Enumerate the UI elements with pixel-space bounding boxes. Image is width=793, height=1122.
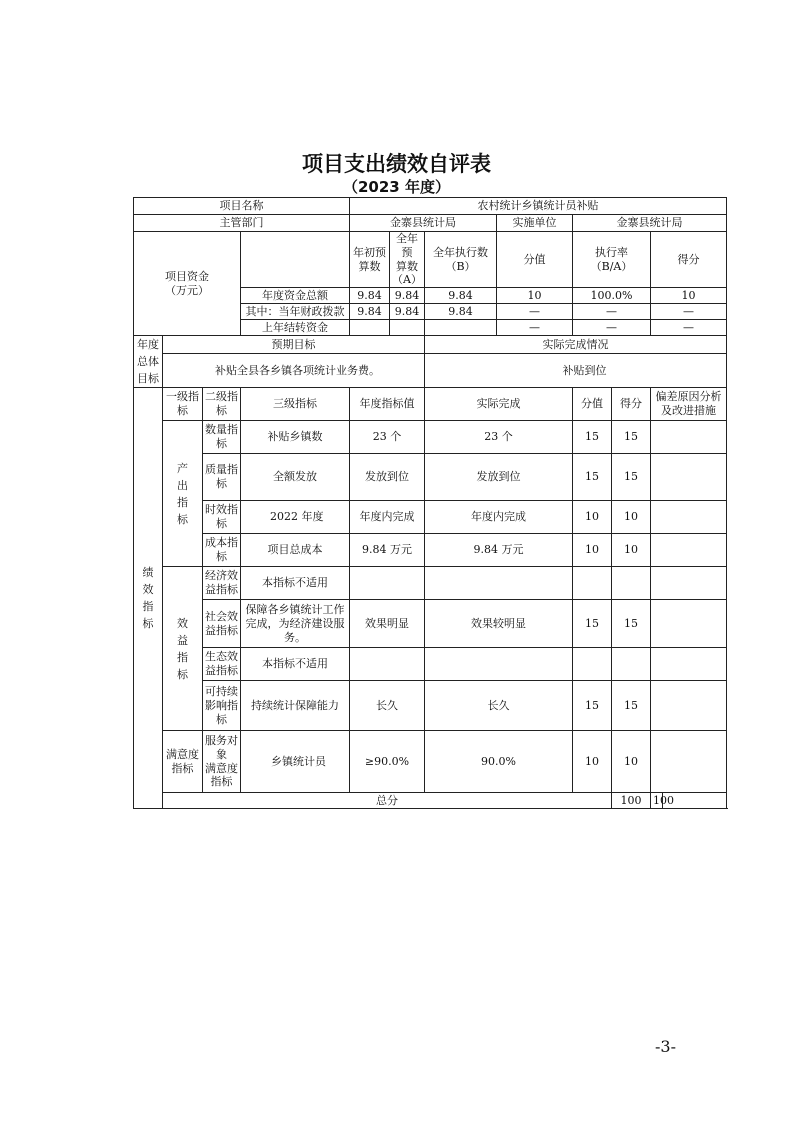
project-name-value: 农村统计乡镇统计员补贴 (350, 198, 727, 215)
level3-cell: 本指标不适用 (241, 648, 350, 681)
target-cell: 23 个 (350, 421, 425, 454)
value-cell: 10 (573, 731, 612, 793)
funds-row-exec (425, 320, 497, 336)
row-department (134, 215, 727, 232)
funds-row-initial: 9.84 (350, 288, 390, 304)
funds-col-rate: 执行率 （B/A） (573, 232, 651, 288)
target-cell: 效果明显 (350, 600, 425, 648)
level2-cell: 数量指 标 (203, 421, 241, 454)
project-name-label: 项目名称 (134, 198, 350, 215)
table-row (134, 600, 727, 648)
value-cell: 10 (573, 501, 612, 534)
col-level2: 二级指 标 (203, 388, 241, 421)
table-row (134, 731, 727, 793)
impl-label: 实施单位 (497, 215, 573, 232)
value-cell: 15 (573, 681, 612, 731)
target-cell (350, 567, 425, 600)
table-row (134, 501, 727, 534)
value-cell: 15 (573, 454, 612, 501)
score-cell: 10 (612, 534, 651, 567)
level2-cell: 质量指 标 (203, 454, 241, 501)
funds-row-score: 10 (651, 288, 727, 304)
level3-cell: 项目总成本 (241, 534, 350, 567)
performance-table (133, 197, 727, 809)
actual-cell: 23 个 (425, 421, 573, 454)
target-cell: ≥90.0% (350, 731, 425, 793)
goal-actual: 补贴到位 (425, 354, 727, 388)
level3-cell: 全额发放 (241, 454, 350, 501)
actual-cell: 年度内完成 (425, 501, 573, 534)
level3-cell: 持续统计保障能力 (241, 681, 350, 731)
goal-label: 年度 总体 目标 (134, 336, 163, 388)
value-cell: 15 (573, 600, 612, 648)
funds-row-rate: — (573, 320, 651, 336)
table-row (134, 648, 727, 681)
funds-row-label: 上年结转资金 (241, 320, 350, 336)
actual-cell: 9.84 万元 (425, 534, 573, 567)
actual-cell: 90.0% (425, 731, 573, 793)
goal-expected: 补贴全县各乡镇各项统计业务费。 (163, 354, 425, 388)
col-reason: 偏差原因分析 及改进措施 (651, 388, 727, 421)
score-cell: 10 (612, 731, 651, 793)
level2-cell: 可持续 影响指 标 (203, 681, 241, 731)
indicators-label: 绩 效 指 标 (134, 388, 163, 809)
target-cell: 长久 (350, 681, 425, 731)
page-number: -3- (655, 1037, 676, 1056)
score-cell: 10 (612, 501, 651, 534)
reason-cell (651, 648, 727, 681)
funds-row-full: 9.84 (390, 288, 425, 304)
level2-cell: 生态效 益指标 (203, 648, 241, 681)
output-indicators-label: 产 出 指 标 (163, 421, 203, 567)
reason-cell (651, 454, 727, 501)
row-total (134, 793, 727, 809)
score-cell: 15 (612, 600, 651, 648)
row-goal-header (134, 336, 727, 354)
level2-cell: 经济效 益指标 (203, 567, 241, 600)
funds-col-exec: 全年执行数 （B） (425, 232, 497, 288)
score-cell: 15 (612, 454, 651, 501)
reason-cell (651, 421, 727, 454)
goal-actual-label: 实际完成情况 (425, 336, 727, 354)
level3-cell: 2022 年度 (241, 501, 350, 534)
reason-cell (651, 534, 727, 567)
row-funds-header (134, 232, 727, 288)
row-indicator-header (134, 388, 727, 421)
funds-row-value: 10 (497, 288, 573, 304)
impl-value: 金寨县统计局 (573, 215, 727, 232)
benefit-indicators-label: 效 益 指 标 (163, 567, 203, 731)
row-project-name (134, 198, 727, 215)
col-level3: 三级指标 (241, 388, 350, 421)
funds-row-exec: 9.84 (425, 304, 497, 320)
funds-row-initial: 9.84 (350, 304, 390, 320)
level3-cell: 本指标不适用 (241, 567, 350, 600)
funds-row-score: — (651, 320, 727, 336)
page-title: 项目支出绩效自评表 (302, 152, 491, 176)
funds-row-value: — (497, 304, 573, 320)
level2-cell: 社会效 益指标 (203, 600, 241, 648)
funds-col-initial: 年初预 算数 (350, 232, 390, 288)
table-row (134, 421, 727, 454)
funds-row-label: 其中：当年财政拨款 (241, 304, 350, 320)
goal-expected-label: 预期目标 (163, 336, 425, 354)
actual-cell: 效果较明显 (425, 600, 573, 648)
target-cell: 年度内完成 (350, 501, 425, 534)
satisfaction-indicators-label: 满意度 指标 (163, 731, 203, 793)
reason-cell (651, 731, 727, 793)
funds-col-score-value: 分值 (497, 232, 573, 288)
funds-col-score: 得分 (651, 232, 727, 288)
funds-row-score: — (651, 304, 727, 320)
funds-col-full: 全年预 算数 （A） (390, 232, 425, 288)
level3-cell: 补贴乡镇数 (241, 421, 350, 454)
col-target: 年度指标值 (350, 388, 425, 421)
col-level1: 一级指 标 (163, 388, 203, 421)
score-cell (612, 567, 651, 600)
funds-label: 项目资金 （万元） (134, 232, 241, 336)
col-score: 得分 (612, 388, 651, 421)
funds-row-value: — (497, 320, 573, 336)
level2-cell: 时效指 标 (203, 501, 241, 534)
value-cell: 15 (573, 421, 612, 454)
funds-header-blank (241, 232, 350, 288)
reason-cell (651, 600, 727, 648)
page-subtitle: （2023 年度） (343, 178, 450, 196)
total-value: 100 (612, 793, 651, 809)
funds-row-exec: 9.84 (425, 288, 497, 304)
value-cell (573, 648, 612, 681)
target-cell: 发放到位 (350, 454, 425, 501)
actual-cell (425, 567, 573, 600)
score-cell: 15 (612, 681, 651, 731)
total-label: 总分 (163, 793, 612, 809)
actual-cell: 发放到位 (425, 454, 573, 501)
funds-row-label: 年度资金总额 (241, 288, 350, 304)
col-actual: 实际完成 (425, 388, 573, 421)
table-row (134, 681, 727, 731)
target-cell (350, 648, 425, 681)
col-value: 分值 (573, 388, 612, 421)
table-row (134, 454, 727, 501)
reason-cell (651, 567, 727, 600)
table-row (134, 567, 727, 600)
funds-row-initial (350, 320, 390, 336)
dept-value: 金寨县统计局 (350, 215, 497, 232)
score-cell (612, 648, 651, 681)
funds-row-full: 9.84 (390, 304, 425, 320)
funds-row-rate: — (573, 304, 651, 320)
row-goal-content (134, 354, 727, 388)
actual-cell (425, 648, 573, 681)
target-cell: 9.84 万元 (350, 534, 425, 567)
funds-row-full (390, 320, 425, 336)
level2-cell: 服务对 象 满意度 指标 (203, 731, 241, 793)
value-cell (573, 567, 612, 600)
reason-cell (651, 501, 727, 534)
funds-row-rate: 100.0% (573, 288, 651, 304)
actual-cell: 长久 (425, 681, 573, 731)
dept-label: 主管部门 (134, 215, 350, 232)
value-cell: 10 (573, 534, 612, 567)
level3-cell: 保障各乡镇统计工作完成，为经济建设服务。 (241, 600, 350, 648)
reason-cell (651, 681, 727, 731)
total-score: 100 (651, 793, 663, 809)
level3-cell: 乡镇统计员 (241, 731, 350, 793)
level2-cell: 成本指 标 (203, 534, 241, 567)
score-cell: 15 (612, 421, 651, 454)
table-row (134, 534, 727, 567)
